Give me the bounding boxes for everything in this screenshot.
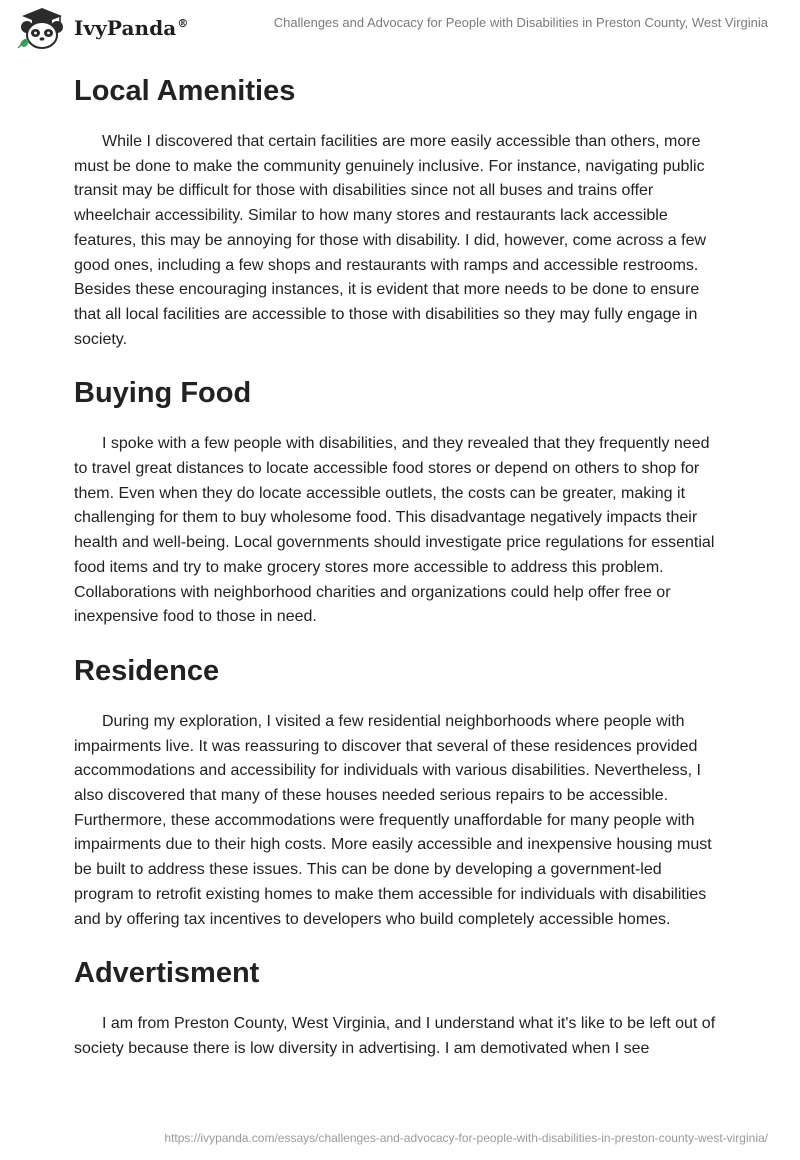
section-paragraph: I am from Preston County, West Virginia, and I understand what it's like to be left out of society because there is low diversity in advertising. I am demotivated when I see <box>74 1015 716 1057</box>
section-buying-food <box>74 372 724 630</box>
section-heading: Residence <box>74 654 220 687</box>
source-url[interactable]: https://ivypanda.com/essays/challenges-and-advocacy-for-people-with-disabilities-in-preston-county-west-virginia/ <box>164 1131 768 1145</box>
document-title: Challenges and Advocacy for People with Disabilities in Preston County, West Virginia <box>273 15 768 30</box>
section-heading: Advertisment <box>74 957 260 990</box>
page-header <box>0 0 800 58</box>
brand-logo[interactable] <box>14 6 188 50</box>
section-advertisment <box>74 952 724 1061</box>
section-paragraph: I spoke with a few people with disabilities, and they revealed that they frequently need to travel great distances to locate accessible food stores or depend on others to shop for them. Even when they do locate accessible outlets, the costs can be greater, making it challenging for them to buy wholesome food. This disadvantage negatively impacts their health and well-being. Local governments should investigate price regulations for essential food items and try to make grocery stores more accessible to address this problem. Collaborations with neighborhood charities and organizations could help offer free or inexpensive food to those in need. <box>74 435 715 626</box>
section-local-amenities <box>74 70 724 352</box>
brand-name: IvyPanda® <box>74 16 189 40</box>
section-heading: Local Amenities <box>74 75 296 107</box>
essay-content <box>74 70 724 1062</box>
section-heading: Buying Food <box>74 377 252 410</box>
panda-graduate-icon <box>14 6 70 50</box>
section-paragraph: While I discovered that certain facilities are more easily accessible than others, more must be done to make the community genuinely inclusive. For instance, navigating public transit may be difficult for those with disabilities since not all buses and trains offer wheelchair accessibility. Similar to how many stores and restaurants lack accessible features, this may be annoying for those with disability. I did, however, come across a few good ones, including a few shops and restaurants with ramps and accessible restrooms. Besides these encouraging instances, it is evident that more needs to be done to ensure that all local facilities are accessible to those with disabilities so they may fully engage in society. <box>74 133 707 348</box>
section-residence <box>74 650 724 932</box>
section-paragraph: During my exploration, I visited a few residential neighborhoods where people with impairments live. It was reassuring to discover that several of these residences provided accommodations and accessibility for individuals with various disabilities. Nevertheless, I also discovered that many of these houses needed serious repairs to be accessible. Furthermore, these accommodations were frequently unaffordable for many people with impairments due to their high costs. More easily accessible and inexpensive housing must be built to address these issues. This can be done by developing a government-led program to retrofit existing homes to make them accessible for individuals with disabilities and by offering tax incentives to developers who build completely accessible homes. <box>74 712 712 928</box>
